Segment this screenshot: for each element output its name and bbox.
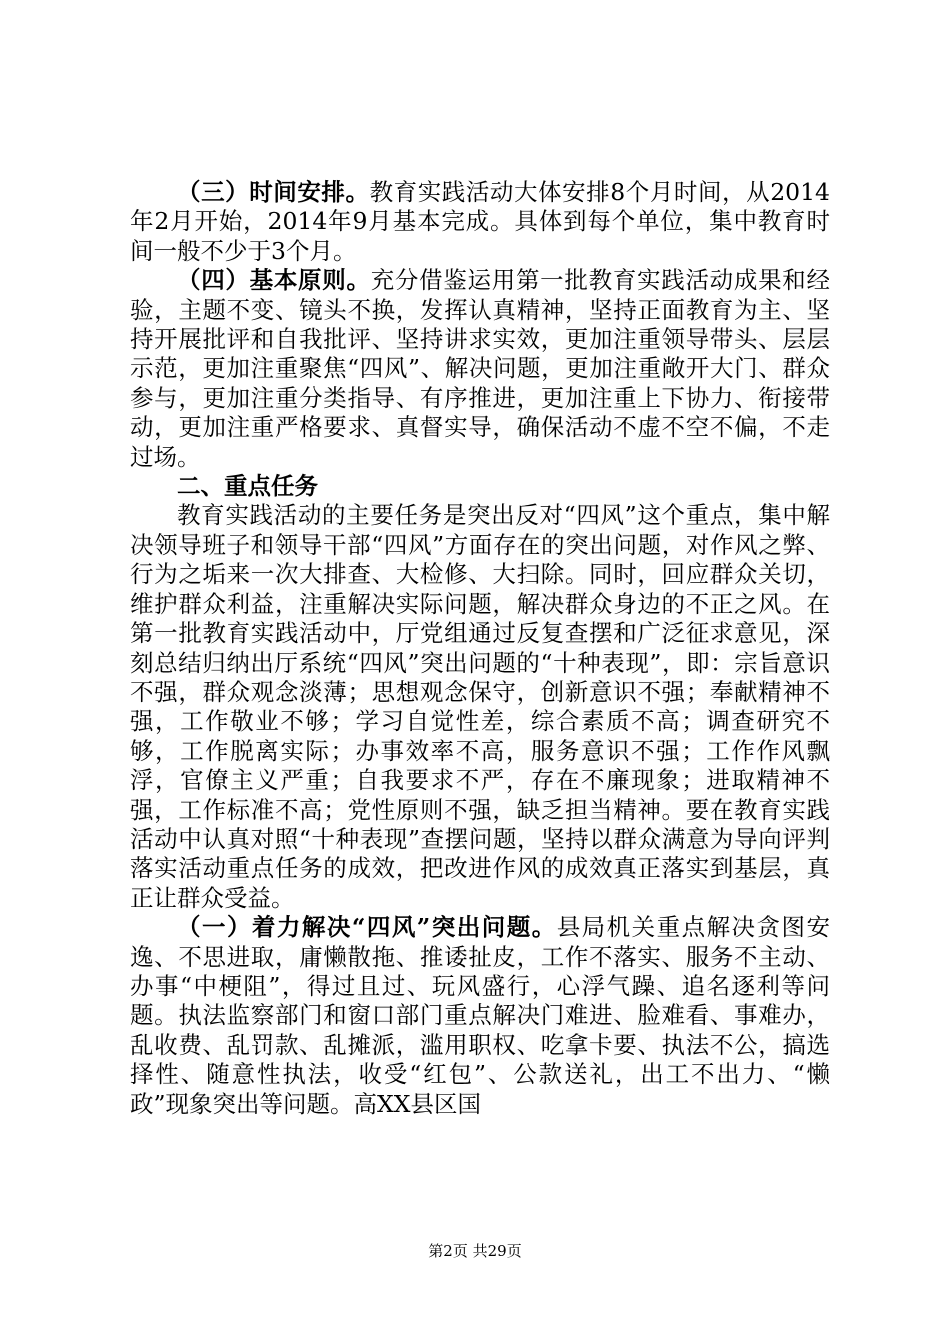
page-footer: 第2页 共29页 bbox=[428, 1242, 522, 1260]
paragraph-text: 教育实践活动的主要任务是突出反对“四风”这个重点，集中解决领导班子和领导干部“四风”方面存在的突出问题，对作风之弊、行为之垢来一次大排查、大检修、大扫除。同时，回应群众关切，维护群众利益，注重解决实际问题，解决群众身边的不正之风。在第一批教育实践活动中，厅党组通过反复查摆和广泛征求意见，深刻总结归纳出厅系统“四风”突出问题的“十种表现”，即：宗旨意识不强，群众观念淡薄；思想观念保守，创新意识不强；奉献精神不强，工作敬业不够；学习自觉性差，综合素质不高；调查研究不够，工作脱离实际；办事效率不高，服务意识不强；工作作风飘浮，官僚主义严重；自我要求不严，存在不廉现象；进取精神不强，工作标准不高；党性原则不强，缺乏担当精神。要在教育实践活动中认真对照“十种表现”查摆问题，坚持以群众满意为导向评判落实活动重点任务的成效，把改进作风的成效真正落实到基层，真正让群众受益。 bbox=[130, 501, 830, 912]
paragraph-main-tasks bbox=[130, 501, 830, 913]
section-heading-key-tasks: 二、重点任务 bbox=[177, 472, 318, 501]
paragraph-text: 教育实践活动大体安排8个月时间，从2014年2月开始，2014年9月基本完成。具体到每个单位，集中教育时间一般不少于3个月。 bbox=[130, 178, 830, 265]
paragraph-lead: （三）时间安排。 bbox=[177, 178, 370, 206]
paragraph-lead: （四）基本原则。 bbox=[177, 266, 371, 295]
paragraph-four-winds-problems bbox=[130, 913, 830, 1119]
paragraph-basic-principles bbox=[130, 266, 830, 472]
paragraph-text: 充分借鉴运用第一批教育实践活动成果和经验，主题不变、镜头不换，发挥认真精神，坚持正面教育为主、坚持开展批评和自我批评、坚持讲求实效，更加注重领导带头、层层示范，更加注重聚焦“四风”、解决问题，更加注重敞开大门、群众参与，更加注重分类指导、有序推进，更加注重上下协力、衔接带动，更加注重严格要求、真督实导，确保活动不虚不空不偏，不走过场。 bbox=[130, 266, 831, 471]
paragraph-lead: （一）着力解决“四风”突出问题。 bbox=[177, 913, 557, 942]
paragraph-time-schedule bbox=[130, 178, 830, 266]
paragraph-text: 县局机关重点解决贪图安逸、不思进取，庸懒散拖、推诿扯皮，工作不落实、服务不主动、办事“中梗阻”，得过且过、玩风盛行，心浮气躁、追名逐利等问题。执法监察部门和窗口部门重点解决门难进、脸难看、事难办，乱收费、乱罚款、乱摊派，滥用职权、吃拿卡要、执法不公，搞选择性、随意性执法，收受“红包”、公款送礼，出工不出力、“懒政”现象突出等问题。高XX县区国 bbox=[130, 913, 830, 1118]
document-body bbox=[130, 178, 830, 1119]
